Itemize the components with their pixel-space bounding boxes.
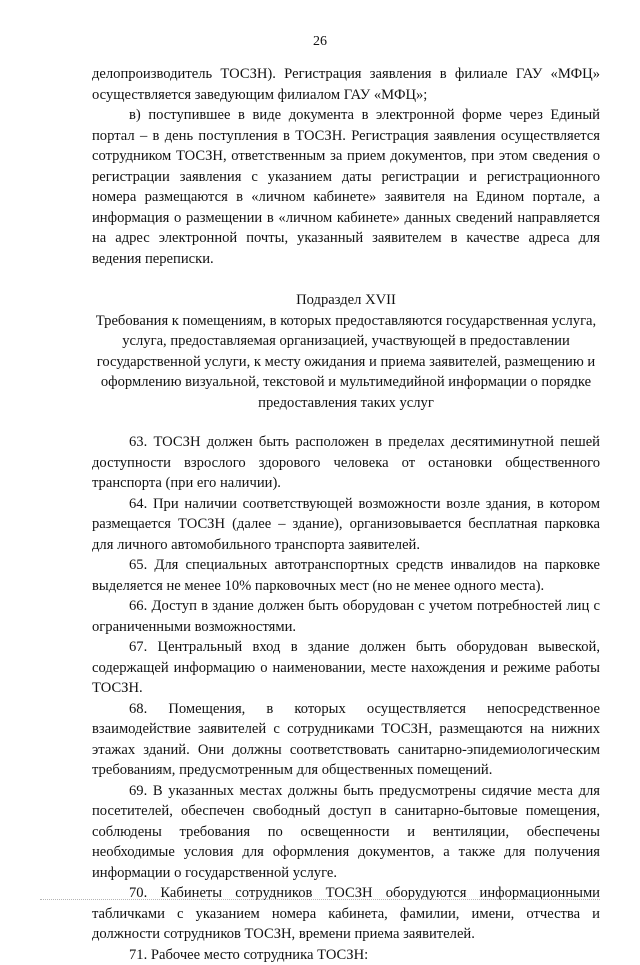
- paragraph: 69. В указанных местах должны быть предусмотрены сидячие места для посетителей, обеспечен свободный доступ в санитарно-бытовые помещения, соблюдены требования по освещенности и вентиляции, обеспечены необходимые условия для оформления документов, а также для получения информации о государственной услуге.: [92, 781, 600, 884]
- paragraph: 66. Доступ в здание должен быть оборудован с учетом потребностей лиц с ограниченными возможностями.: [92, 596, 600, 637]
- paragraphs-after: [92, 432, 600, 965]
- section-subtitle: Требования к помещениям, в которых предоставляются государственная услуга, услуга, предоставляемая организацией, участвующей в предоставлении государственной услуги, к месту ожидания и приема заявителей, размещению и оформлению визуальной, текстовой и мультимедийной информации о порядке предоставления таких услуг: [92, 311, 600, 414]
- paragraph: в) поступившее в виде документа в электронной форме через Единый портал – в день поступления в ТОСЗН. Регистрация заявления осуществляется сотрудником ТОСЗН, ответственным за прием документов, при этом сведения о регистрации заявления с указанием даты регистрации и регистрационного номера размещаются в «личном кабинете» заявителя на Едином портале, а информация о размещении в «личном кабинете» данных сведений направляется на адрес электронной почты, указанный заявителем в качестве адреса для ведения переписки.: [92, 105, 600, 269]
- paragraph: 67. Центральный вход в здание должен быть оборудован вывеской, содержащей информацию о наименовании, месте нахождения и режиме работы ТОСЗН.: [92, 637, 600, 699]
- paragraph: 65. Для специальных автотранспортных средств инвалидов на парковке выделяется не менее 10% парковочных мест (но не менее одного места).: [92, 555, 600, 596]
- paragraphs-before: [92, 64, 600, 269]
- paragraph: 70. Кабинеты сотрудников ТОСЗН оборудуются информационными табличками с указанием номера кабинета, фамилии, имени, отчества и должности сотрудников ТОСЗН, времени приема заявителей.: [92, 883, 600, 945]
- document-body: [92, 64, 600, 965]
- paragraph: 63. ТОСЗН должен быть расположен в пределах десятиминутной пешей доступности взрослого здорового человека от остановки общественного транспорта (при его наличии).: [92, 432, 600, 494]
- section-heading: [92, 290, 600, 413]
- paragraph: 71. Рабочее место сотрудника ТОСЗН:: [92, 945, 600, 965]
- paragraph: делопроизводитель ТОСЗН). Регистрация заявления в филиале ГАУ «МФЦ» осуществляется заведующим филиалом ГАУ «МФЦ»;: [92, 64, 600, 105]
- paragraph: 68. Помещения, в которых осуществляется непосредственное взаимодействие заявителей с сотрудниками ТОСЗН, размещаются на нижних этажах зданий. Они должны соответствовать санитарно-эпидемиологическим требованиям, предусмотренным для общественных помещений.: [92, 699, 600, 781]
- section-title: Подраздел XVII: [92, 290, 600, 311]
- page-number: 26: [0, 33, 640, 51]
- scan-bottom-edge: [40, 899, 600, 902]
- paragraph: 64. При наличии соответствующей возможности возле здания, в котором размещается ТОСЗН (далее – здание), организовывается бесплатная парковка для личного автомобильного транспорта заявителей.: [92, 494, 600, 556]
